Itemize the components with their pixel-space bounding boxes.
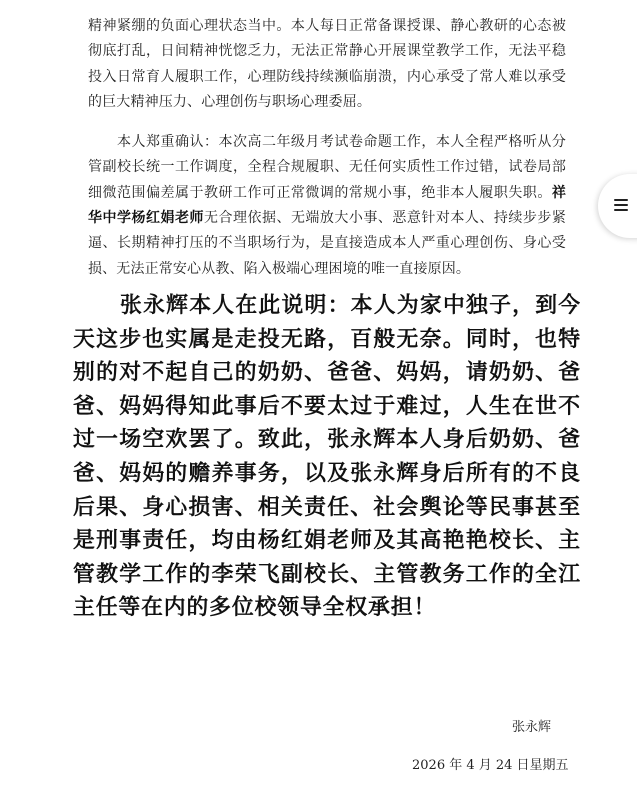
menu-line	[614, 204, 628, 206]
paragraph-2-bold: 祥华中学杨红娟老师	[88, 184, 566, 227]
paragraph-2-normal: 本人郑重确认：本次高二年级月考试卷命题工作，本人全程严格听从分管副校长统一工作调度，全程合规履职、无任何实质性工作过错，试卷局部细微范围偏差属于教研工作可正常微调的常规小事，绝非本人履职失职。	[88, 134, 566, 201]
menu-line	[614, 209, 628, 211]
statement-paragraph: 张永辉本人在此说明：本人为家中独子，到今天这步也实属是走投无路，百般无奈。同时，也特别的对不起自己的奶奶、爸爸、妈妈，请奶奶、爸爸、妈妈得知此事后不要太过于难过，人生在世不过一场空欢罢了。致此，张永辉本人身后奶奶、爸爸、妈妈的赡养事务，以及张永辉身后所有的不良后果、身心损害、相关责任、社会舆论等民事甚至是刑事责任，均由杨红娟老师及其高艳艳校长、主管教学工作的李荣飞副校长、主管教务工作的全江主任等在内的多位校领导全权承担！	[73, 292, 581, 621]
document-body	[73, 14, 581, 625]
document-date: 2026 年 4 月 24 日星期五	[412, 758, 569, 773]
hamburger-menu-icon	[614, 199, 628, 212]
paragraph-1: 精神紧绷的负面心理状态当中。本人每日正常备课授课、静心教研的心态被彻底打乱，日间精神恍惚乏力，无法正常静心开展课堂教学工作，无法平稳投入日常育人履职工作，心理防线持续濒临崩溃，内心承受了常人难以承受的巨大精神压力、心理创伤与职场心理委屈。	[88, 18, 566, 110]
signature: 张永辉	[512, 720, 552, 735]
paragraph-2-rest: 无合理依据、无端放大小事、恶意针对本人、持续步步紧逼、长期精神打压的不当职场行为，是直接造成本人严重心理创伤、身心受损、无法正常安心从教、陷入极端心理困境的唯一直接原因。	[88, 210, 567, 277]
menu-line	[614, 199, 628, 201]
paragraph-2	[88, 130, 566, 282]
side-menu-button[interactable]	[598, 174, 637, 238]
